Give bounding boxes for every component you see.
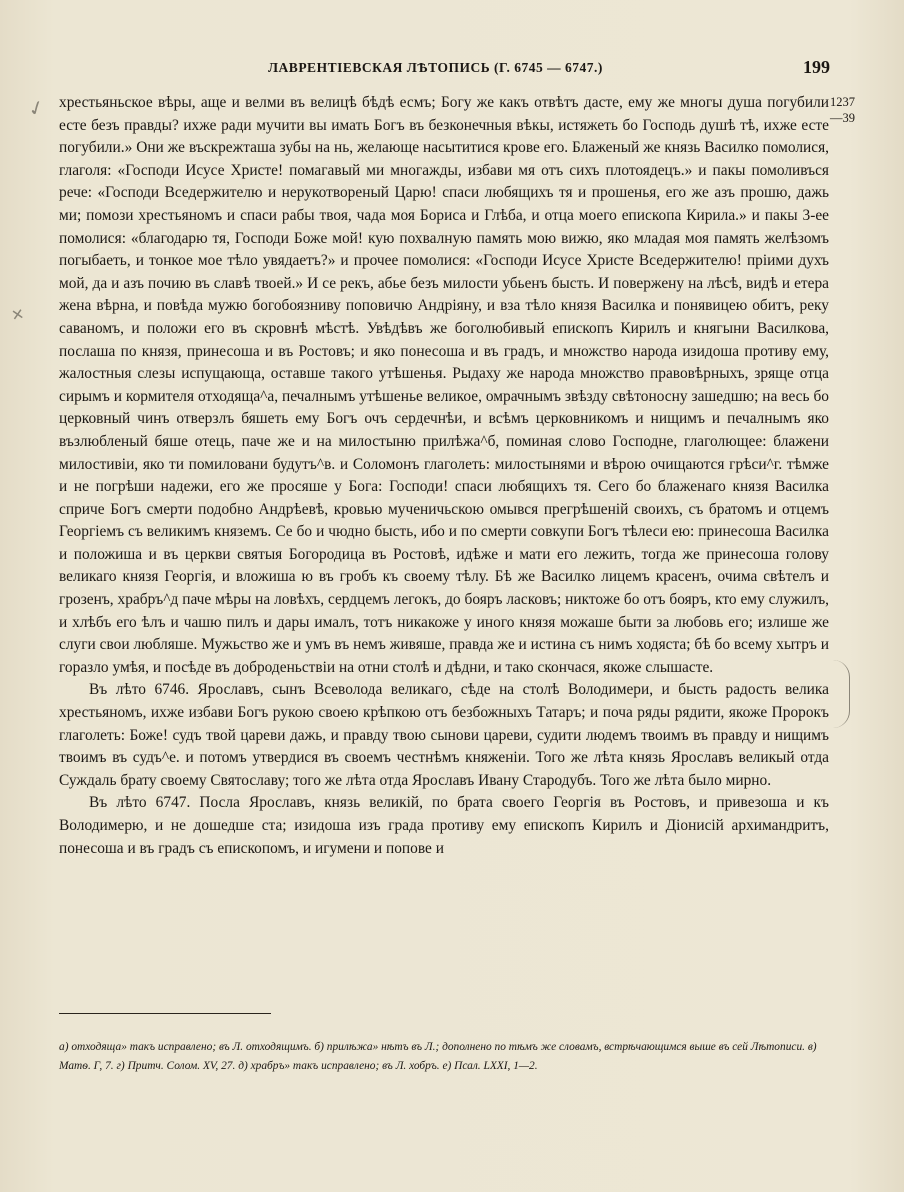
main-text bbox=[59, 92, 829, 860]
paragraph-6747: Въ лѣто 6747. Посла Ярославъ, князь великій, по брата своего Георгія въ Ростовъ, и привезоша и къ Володимерю, и не дошедше ста; изидоша изъ града противу ему епископъ Кирилъ и Діонисій архимандритъ, понесоша и въ градъ съ епископомъ, и игумени и попове и bbox=[59, 794, 829, 857]
paragraph-6746: Въ лѣто 6746. Ярославъ, сынъ Всеволода великаго, сѣде на столѣ Володимери, и бысть радость велика хрестьяномъ, ихже избави Богъ рукою своею крѣпкою отъ безбожныхъ Татаръ; и поча ряды рядити, якоже Пророкъ глаголеть: Боже! судъ твой цареви дажь, и правду твою сынови цареви, судити людемъ твоимъ въ правду и нищимъ твоимъ въ судъ^е. и потомъ утвердися въ своемъ честнѣмъ княженіи. Того же лѣта князь Ярославъ великый отда Суждаль брату своему Святославу; того же лѣта отда Ярославъ Ивану Стародубъ. Того же лѣта было мирно. bbox=[59, 681, 829, 789]
margin-year-start: 1237 bbox=[830, 95, 855, 109]
paragraph-vasilko: хрестьяньское вѣры, аще и велми въ велицѣ бѣдѣ есмъ; Богу же какъ отвѣтъ дасте, ему же многы душа погубили есте безъ правды? ихже ради мучити вы имать Богъ въ безконечныя вѣкы, истяжеть бо Господь душѣ тѣ, ихже есте погубили.» Они же въскрежташа зубы на нь, желающе насытитися крове его. Блаженый же князь Василко помолися, глаголя: «Господи Исусе Христе! помагавый ми многажды, избави мя отъ сихъ плотоядецъ.» и пакы помоливъся рече: «Господи Вседержителю и нерукотвореный Царю! спаси любящихъ тя и прошенья, его же азъ прошю, дажь ми; помози хрестьяномъ и спаси рабы твоя, чада моя Бориса и Глѣба, и отца моего епископа Кирила.» и пакы 3-ее помолися: «благодарю тя, Господи Боже мой! кую похвалную память мою вижю, яко младая моя память желѣзомъ погыбаеть, и тонкое мое тѣло увядаетъ?» и прочее помолися: «Господи Исусе Христе Вседержителю! пріими духъ мой, да и азъ почию въ славѣ твоей.» И се рекъ, абье безъ милости убьенъ бысть. И повержену на лѣсѣ, видѣ и етера жена вѣрна, и повѣда мужю богобоязниву поповичю Андріяну, и вза тѣло князя Василка и понявицею обитъ, реку саваномъ, и положи его въ скровнѣ мѣстѣ. Увѣдѣвъ же боголюбивый епископъ Кирилъ и княгыни Василкова, послаша по князя, принесоша и въ Ростовъ; и яко понесоша и въ градъ, и множство народа изидоша противу ему, жалостныя слезы испущающа, оставше такого утѣшенья. Рыдаху же народа множство правовѣрныхъ, зряще отца сирымъ и кормителя отходяща^а, печалнымъ утѣшенье великое, омрачнымъ звѣзду свѣтоносну зашедшю; на весь бо церковный чинъ отверзлъ бяшеть ему Богъ очъ сердечнѣи, и всѣмъ церковникомъ и нищимъ и печалнымъ яко възлюбленый бяше отець, паче же и на милостыню прилѣжа^б, поминая слово Господне, глаголющее: блажени милостивіи, яко ти помиловани будутъ^в. и Соломонъ глаголеть: милостынями и вѣрою очищаются грѣси^г. тѣмже и не погрѣши надежи, его же просяше у Бога: Господи! спаси любящихъ тя. Сего бо блаженаго князя Василка сприче Богъ смерти подобно Андрѣевѣ, кровью мученичьскою омывся прегрѣшеній своихъ, съ братомъ и отцемъ Георгіемъ съ великимъ княземъ. Се бо и чюдно бысть, ибо и по смерти совкупи Богъ тѣлеси ею: принесоша Василка и положиша и въ церкви святыя Богородица въ Ростовѣ, идѣже и мати его лежить, тогда же принесоша голову великаго князя Георгія, и вложиша ю въ гробъ къ своему тѣлу. Бѣ же Василко лицемъ красенъ, очима свѣтелъ и грозенъ, храбръ^д паче мѣры на ловѣхъ, сердцемъ легокъ, до бояръ ласковъ; никтоже бо отъ бояръ, кто ему служилъ, и хлѣбъ его ѣлъ и чашю пилъ и дары ималъ, тотъ никакоже у иного князя можаше быти за любовь его; излише же слуги свои любляше. Мужьство же и умъ въ немъ живяше, правда же и истина съ нимъ ходяста; бѣ бо всему хытръ и горазло умѣя, и посѣде въ доброденьствіи на отни столѣ и дѣдни, и тако скончася, якоже слышасте. bbox=[59, 94, 829, 676]
footnote-divider bbox=[59, 1013, 271, 1014]
footnotes: а) отходяща» такъ исправлено; въ Л. отходящимъ. б) прилѣжа» нѣтъ въ Л.; дополнено по тѣмъ же словамъ, встрѣчающимся выше въ сей Лѣтописи. в) Матѳ. Г, 7. г) Притч. Солом. XV, 27. д) храбръ» такъ исправлено; въ Л. хобръ. е) Псал. LXXI, 1—2. bbox=[59, 1041, 817, 1072]
pencil-tick-mark: ✓ bbox=[24, 93, 49, 123]
margin-year-end: —39 bbox=[830, 111, 855, 125]
page-number: 199 bbox=[803, 57, 830, 77]
pencil-plus-mark: + bbox=[5, 301, 30, 328]
margin-year bbox=[830, 94, 855, 126]
pencil-bracket-mark bbox=[833, 660, 850, 728]
running-title: ЛАВРЕНТІЕВСКАЯ ЛѢТОПИСЬ (Г. 6745 — 6747.) bbox=[268, 60, 603, 75]
